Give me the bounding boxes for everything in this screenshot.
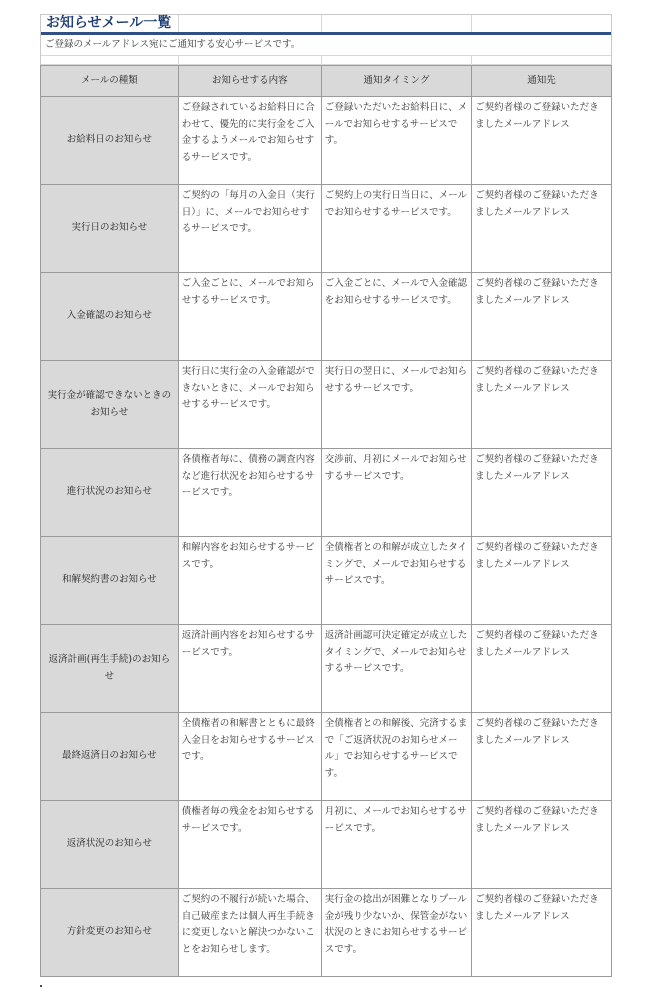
content-cell: 各債権者毎に、債務の調査内容など進行状況をお知らせするサービスです。 — [178, 449, 321, 537]
mail-type-cell: 入金確認のお知らせ — [41, 273, 179, 361]
timing-cell: 全債権者との和解後、完済するまで「ご返済状況のお知らせメール」でお知らせするサービスです。 — [321, 713, 471, 801]
content-cell: ご契約の不履行が続いた場合、自己破産または個人再生手続きに変更しないと解決つかないことをお知らせします。 — [178, 889, 321, 977]
recipient-cell: ご契約者様のご登録いただきましたメールアドレス — [472, 801, 612, 889]
mail-type-cell: お給料日のお知らせ — [41, 97, 179, 185]
header-content: お知らせする内容 — [178, 66, 321, 97]
table-row — [41, 185, 612, 273]
recipient-cell: ご契約者様のご登録いただきましたメールアドレス — [472, 97, 612, 185]
mail-type-cell: 方針変更のお知らせ — [41, 889, 179, 977]
timing-cell: 実行金の捻出が困難となりプール金が残り少ないか、保管金がない状況のときにお知らせするサービスです。 — [321, 889, 471, 977]
table-row — [41, 273, 612, 361]
table-row — [41, 537, 612, 625]
mail-type-cell: 実行金が確認できないときのお知らせ — [41, 361, 179, 449]
table-row — [41, 889, 612, 977]
recipient-cell: ご契約者様のご登録いただきましたメールアドレス — [472, 361, 612, 449]
spreadsheet — [40, 14, 612, 977]
recipient-cell: ご契約者様のご登録いただきましたメールアドレス — [472, 889, 612, 977]
timing-cell: 交渉前、月初にメールでお知らせするサービスです。 — [321, 449, 471, 537]
mail-type-cell: 和解契約書のお知らせ — [41, 537, 179, 625]
recipient-cell: ご契約者様のご登録いただきましたメールアドレス — [472, 449, 612, 537]
timing-cell: 月初に、メールでお知らせするサービスです。 — [321, 801, 471, 889]
sheet-corner-marker — [40, 985, 42, 987]
content-cell: 債権者毎の残金をお知らせするサービスです。 — [178, 801, 321, 889]
mail-type-cell: 進行状況のお知らせ — [41, 449, 179, 537]
recipient-cell: ご契約者様のご登録いただきましたメールアドレス — [472, 625, 612, 713]
page-title: お知らせメール一覧 — [46, 15, 172, 31]
recipient-cell: ご契約者様のご登録いただきましたメールアドレス — [472, 185, 612, 273]
table-body — [41, 97, 612, 977]
timing-cell: ご入金ごとに、メールで入金確認をお知らせするサービスです。 — [321, 273, 471, 361]
description-row — [41, 35, 611, 56]
recipient-cell: ご契約者様のご登録いただきましたメールアドレス — [472, 713, 612, 801]
content-cell: ご入金ごとに、メールでお知らせするサービスです。 — [178, 273, 321, 361]
table-row — [41, 801, 612, 889]
content-cell: 和解内容をお知らせするサービスです。 — [178, 537, 321, 625]
spacer-row — [41, 56, 611, 65]
timing-cell: ご契約上の実行日当日に、メールでお知らせするサービスです。 — [321, 185, 471, 273]
timing-cell: ご登録いただいたお給料日に、メールでお知らせするサービスです。 — [321, 97, 471, 185]
header-recipient: 通知先 — [472, 66, 612, 97]
content-cell: 返済計画内容をお知らせするサービスです。 — [178, 625, 321, 713]
timing-cell: 全債権者との和解が成立したタイミングで、メールでお知らせするサービスです。 — [321, 537, 471, 625]
timing-cell: 返済計画認可決定確定が成立したタイミングで、メールでお知らせするサービスです。 — [321, 625, 471, 713]
table-row — [41, 361, 612, 449]
header-mail-type: メールの種類 — [41, 66, 179, 97]
header-timing: 通知タイミング — [321, 66, 471, 97]
content-cell: 実行日に実行金の入金確認ができないときに、メールでお知らせするサービスです。 — [178, 361, 321, 449]
mail-type-cell: 実行日のお知らせ — [41, 185, 179, 273]
table-row — [41, 97, 612, 185]
content-cell: 全債権者の和解書とともに最終入金日をお知らせするサービスです。 — [178, 713, 321, 801]
content-cell: ご契約の「毎月の入金日（実行日）」に、メールでお知らせするサービスです。 — [178, 185, 321, 273]
table-row — [41, 625, 612, 713]
table-row — [41, 713, 612, 801]
mail-type-cell: 最終返済日のお知らせ — [41, 713, 179, 801]
page-description: ご登録のメールアドレス宛にご通知する安心サービスです。 — [45, 39, 301, 50]
recipient-cell: ご契約者様のご登録いただきましたメールアドレス — [472, 273, 612, 361]
timing-cell: 実行日の翌日に、メールでお知らせするサービスです。 — [321, 361, 471, 449]
table-header-row — [41, 66, 612, 97]
notification-table — [40, 65, 612, 977]
mail-type-cell: 返済状況のお知らせ — [41, 801, 179, 889]
title-row — [41, 14, 611, 35]
table-row — [41, 449, 612, 537]
content-cell: ご登録されているお給料日に合わせて、優先的に実行金をご入金するようメールでお知らせするサービスです。 — [178, 97, 321, 185]
recipient-cell: ご契約者様のご登録いただきましたメールアドレス — [472, 537, 612, 625]
mail-type-cell: 返済計画(再生手続)のお知らせ — [41, 625, 179, 713]
